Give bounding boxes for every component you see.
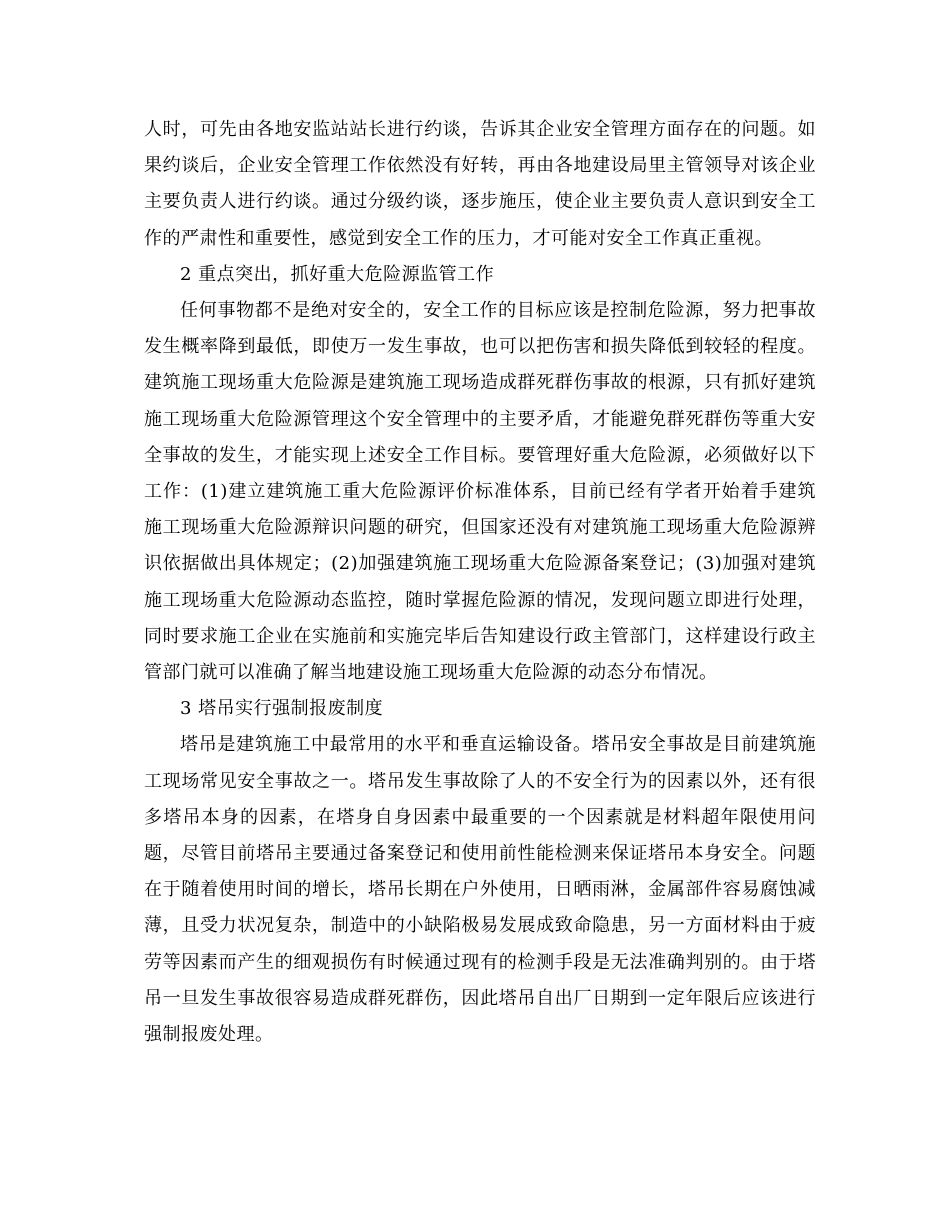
section-heading-2: 2 重点突出，抓好重大危险源监管工作 [180,263,495,285]
paragraph-hazard-sources: 任何事物都不是绝对安全的，安全工作的目标应该是控制危险源，努力把事故发生概率降到最低，即使万一发生事故，也可以把伤害和损失降低到较轻的程度。建筑施工现场重大危险源是建筑施工现场造成群死群伤事故的根源，只有抓好建筑施工现场重大危险源管理这个安全管理中的主要矛盾，才能避免群死群伤等重大安全事故的发生，才能实现上述安全工作目标。要管理好重大危险源，必须做好以下工作：(1)建立建筑施工重大危险源评价标准体系，目前已经有学者开始着手建筑施工现场重大危险源辩识问题的研究，但国家还没有对建筑施工现场重大危险源辨识依据做出具体规定；(2)加强建筑施工现场重大危险源备案登记；(3)加强对建筑施工现场重大危险源动态监控，随时掌握危险源的情况，发现问题立即进行处理，同时要求施工企业在实施前和实施完毕后告知建设行政主管部门，这样建设行政主管部门就可以准确了解当地建设施工现场重大危险源的动态分布情况。 [144,300,816,684]
paragraph-tower-crane: 塔吊是建筑施工中最常用的水平和垂直运输设备。塔吊安全事故是目前建筑施工现场常见安全事故之一。塔吊发生事故除了人的不安全行为的因素以外，还有很多塔吊本身的因素，在塔身自身因素中最重要的一个因素就是材料超年限使用问题，尽管目前塔吊主要通过备案登记和使用前性能检测来保证塔吊本身安全。问题在于随着使用时间的增长，塔吊长期在户外使用，日晒雨淋，金属部件容易腐蚀减薄，且受力状况复杂，制造中的小缺陷极易发展成致命隐患，另一方面材料由于疲劳等因素而产生的细观损伤有时候通过现有的检测手段是无法准确判别的。由于塔吊一旦发生事故很容易造成群死群伤，因此塔吊自出厂日期到一定年限后应该进行强制报废处理。 [144,734,816,1046]
paragraph-continued: 人时，可先由各地安监站站长进行约谈，告诉其企业安全管理方面存在的问题。如果约谈后，企业安全管理工作依然没有好转，再由各地建设局里主管领导对该企业主要负责人进行约谈。通过分级约谈，逐步施压，使企业主要负责人意识到安全工作的严肃性和重要性，感觉到安全工作的压力，才可能对安全工作真正重视。 [144,119,816,249]
document-page [144,112,816,1053]
section-heading-3: 3 塔吊实行强制报废制度 [180,698,384,720]
